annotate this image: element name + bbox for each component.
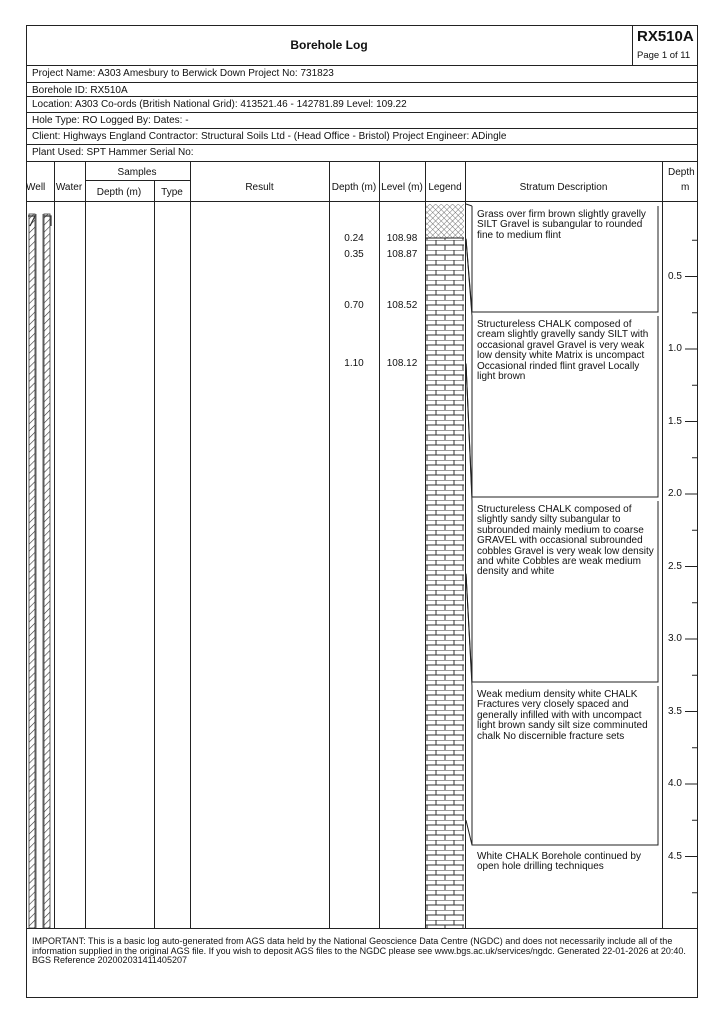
depth-scale-label: 2.5 (668, 560, 682, 572)
col-water: Water (55, 182, 83, 193)
plant-info: Plant Used: SPT Hammer Serial No: (32, 147, 194, 158)
boundary-depth: 0.70 (344, 299, 364, 311)
col-result: Result (245, 182, 274, 193)
stratum-description: Grass over firm brown slightly gravelly SILT Gravel is subangular to rounded fine to medium flint (477, 209, 646, 241)
col-samples: Samples (117, 167, 157, 178)
stratum-description: Structureless CHALK composed of slightly sandy silty subangular to subrounded mainly medium to coarse GRAVEL with occasional subrounded cobbles Gravel is very weak low density and white Cobbles are weak medium density and white (477, 504, 654, 578)
col-sample-depth: Depth (m) (96, 187, 142, 198)
legend-topsoil (426, 204, 464, 238)
boundary-level: 108.12 (386, 357, 418, 369)
client-info: Client: Highways England Contractor: Structural Soils Ltd - (Head Office - Bristol) Project Engineer: ADingle (32, 131, 507, 142)
boundary-level: 108.98 (386, 232, 418, 244)
col-level: Level (m) (381, 182, 423, 193)
depth-scale-label: 3.0 (668, 633, 682, 644)
depth-scale-label: 4.5 (668, 850, 682, 862)
col-well: Well (26, 182, 46, 193)
col-legend: Legend (428, 182, 462, 193)
borehole-info: Borehole ID: RX510A (32, 85, 128, 96)
well-casing-right (44, 214, 50, 928)
location-info: Location: A303 Co-ords (British National Grid): 413521.46 - 142781.89 Level: 109.22 (32, 99, 407, 110)
boundary-level: 108.52 (386, 299, 418, 311)
depth-scale-label: 1.0 (668, 343, 682, 354)
col-depth-unit: m (681, 182, 690, 193)
well-casing-left (29, 214, 35, 928)
col-depth-scale: Depth (668, 167, 695, 178)
depth-scale-label: 1.5 (668, 415, 682, 427)
legend-chalk (426, 238, 464, 928)
hole-reference: RX510A (637, 28, 694, 45)
boundary-depth: 0.24 (344, 232, 364, 244)
stratum-description: Weak medium density white CHALK Fractures very closely spaced and generally infilled with with uncompact light brown sandy silt size comminuted chalk No discernible fracture sets (477, 689, 648, 742)
log-title: Borehole Log (290, 38, 368, 52)
col-depth: Depth (m) (331, 182, 377, 193)
col-sample-type: Type (161, 187, 183, 198)
boundary-depth: 1.10 (344, 357, 364, 369)
depth-scale-label: 4.0 (668, 778, 682, 789)
depth-scale-label: 2.0 (668, 488, 682, 499)
hole-type-info: Hole Type: RO Logged By: Dates: - (32, 115, 189, 126)
boundary-level: 108.87 (386, 248, 418, 260)
depth-scale-label: 3.5 (668, 705, 682, 717)
project-info: Project Name: A303 Amesbury to Berwick Down Project No: 731823 (32, 68, 334, 79)
boundary-depth: 0.35 (344, 248, 364, 260)
stratum-description: Structureless CHALK composed of cream slightly gravelly sandy SILT with occasional gravel Gravel is very weak low density white Matrix is uncompact Occasional rinded flint gravel Locally light brown (477, 319, 649, 383)
depth-scale-label: 0.5 (668, 270, 682, 282)
page-number: Page 1 of 11 (637, 50, 691, 61)
col-stratum: Stratum Description (519, 182, 608, 193)
stratum-description: White CHALK Borehole continued by open hole drilling techniques (477, 851, 641, 873)
footer-disclaimer: IMPORTANT: This is a basic log auto-generated from AGS data held by the National Geoscience Data Centre (NGDC) and does not necessarily include all of the information supplied in the original AGS file. If you wish to deposit AGS files to the NGDC please see www.bgs.ac.uk/services/ngdc. Generated 22-01-2026 at 20:40. BGS Reference 20200203141140520​7 (32, 936, 686, 966)
